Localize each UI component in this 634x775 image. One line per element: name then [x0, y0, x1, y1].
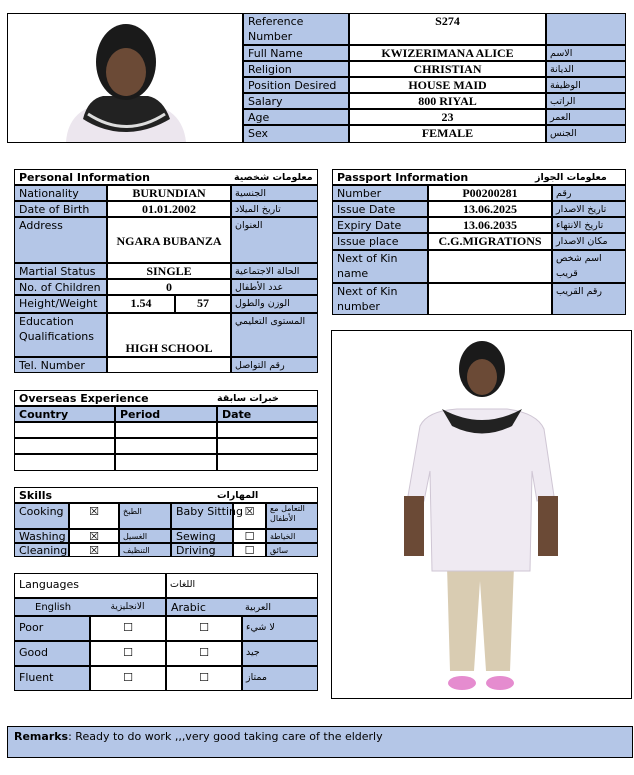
marital-label: Martial Status	[14, 263, 107, 279]
overseas-row-2-date	[217, 438, 318, 454]
skill-cleaning-checkbox[interactable]: ☒	[69, 543, 119, 557]
tel-label: Tel. Number	[14, 357, 107, 373]
overseas-title: Overseas Experience	[14, 390, 214, 406]
overseas-row-1-date	[217, 422, 318, 438]
skill-driving-label: Driving	[171, 543, 233, 557]
sex-value: FEMALE	[349, 125, 546, 143]
weight-value: 57	[175, 295, 231, 313]
religion-ar: الديانة	[546, 61, 626, 77]
address-label: Address	[14, 217, 107, 263]
overseas-row-3-period	[115, 454, 217, 471]
sex-ar: الجنس	[546, 125, 626, 143]
languages-title-ar: اللغات	[166, 573, 318, 598]
address-value: NGARA BUBANZA	[107, 217, 231, 263]
kin-number-label: Next of Kin number	[332, 283, 428, 315]
lang-fluent-label: Fluent	[14, 666, 90, 691]
lang-good-label: Good	[14, 641, 90, 666]
lang-fluent-ar: ممتاز	[242, 666, 318, 691]
expiry-date-value: 13.06.2035	[428, 217, 552, 233]
skill-cooking-ar: الطبخ	[119, 503, 171, 529]
skill-babysitting-checkbox[interactable]: ☒	[233, 503, 266, 529]
overseas-row-1-period	[115, 422, 217, 438]
lang-fluent-arabic-checkbox[interactable]: ☐	[166, 666, 242, 691]
issue-place-label: Issue place	[332, 233, 428, 250]
passport-number-ar: رقم	[552, 185, 626, 201]
dob-ar: تاريخ الميلاد	[231, 201, 318, 217]
issue-place-ar: مكان الاصدار	[552, 233, 626, 250]
lang-good-arabic-checkbox[interactable]: ☐	[166, 641, 242, 666]
height-value: 1.54	[107, 295, 175, 313]
skills-title: Skills	[14, 487, 214, 503]
marital-value: SINGLE	[107, 263, 231, 279]
remarks-box	[7, 726, 633, 758]
overseas-row-3-date	[217, 454, 318, 471]
age-value: 23	[349, 109, 546, 125]
passport-number-label: Number	[332, 185, 428, 201]
dob-label: Date of Birth	[14, 201, 107, 217]
issue-date-label: Issue Date	[332, 201, 428, 217]
name-ar: الاسم	[546, 45, 626, 61]
position-value: HOUSE MAID	[349, 77, 546, 93]
lang-good-english-checkbox[interactable]: ☐	[90, 641, 166, 666]
kin-name-value	[428, 250, 552, 283]
edu-value: HIGH SCHOOL	[107, 313, 231, 357]
edu-ar: المستوى التعليمي	[231, 313, 318, 357]
age-ar: العمر	[546, 109, 626, 125]
lang-arabic-label: Arabic	[166, 598, 242, 616]
expiry-date-ar: تاريخ الانتهاء	[552, 217, 626, 233]
skill-cleaning-label: Cleaning	[14, 543, 69, 557]
tel-value	[107, 357, 231, 373]
nationality-value: BURUNDIAN	[107, 185, 231, 201]
overseas-row-2-period	[115, 438, 217, 454]
ref-ar	[546, 13, 626, 45]
overseas-col-period: Period	[115, 406, 217, 422]
passport-number-value: P00200281	[428, 185, 552, 201]
lang-english-ar: الانجليزية	[90, 598, 166, 616]
skill-driving-checkbox[interactable]: ☐	[233, 543, 266, 557]
expiry-date-label: Expiry Date	[332, 217, 428, 233]
salary-value: 800 RIYAL	[349, 93, 546, 109]
skills-title-ar: المهارات	[214, 487, 318, 503]
overseas-col-date: Date	[217, 406, 318, 422]
languages-title: Languages	[14, 573, 166, 598]
skill-sewing-label: Sewing	[171, 529, 233, 543]
skill-babysitting-ar: التعامل مع الأطفال	[266, 503, 318, 529]
skill-washing-label: Washing	[14, 529, 69, 543]
issue-date-value: 13.06.2025	[428, 201, 552, 217]
lang-good-ar: جيد	[242, 641, 318, 666]
passport-title: Passport Information	[332, 169, 532, 185]
lang-fluent-english-checkbox[interactable]: ☐	[90, 666, 166, 691]
personal-title-ar: معلومات شخصية	[231, 169, 318, 185]
marital-ar: الحالة الاجتماعية	[231, 263, 318, 279]
skill-washing-ar: الغسيل	[119, 529, 171, 543]
kin-number-ar: رقم القريب	[552, 283, 626, 315]
position-label: Position Desired	[243, 77, 349, 93]
nationality-label: Nationality	[14, 185, 107, 201]
overseas-row-1-country	[14, 422, 115, 438]
skill-cooking-checkbox[interactable]: ☒	[69, 503, 119, 529]
lang-poor-label: Poor	[14, 616, 90, 641]
lang-arabic-ar: العربية	[242, 598, 318, 616]
name-value: KWIZERIMANA ALICE	[349, 45, 546, 61]
kin-name-ar: اسم شخص قريب	[552, 250, 626, 283]
overseas-title-ar: خبرات سابقة	[214, 390, 318, 406]
address-ar: العنوان	[231, 217, 318, 263]
skill-cleaning-ar: التنظيف	[119, 543, 171, 557]
portrait-photo	[7, 13, 243, 143]
religion-value: CHRISTIAN	[349, 61, 546, 77]
lang-poor-ar: لا شيء	[242, 616, 318, 641]
skill-driving-ar: سائق	[266, 543, 318, 557]
remarks-label: Remarks	[14, 730, 69, 743]
overseas-row-3-country	[14, 454, 115, 471]
kin-name-label: Next of Kin name	[332, 250, 428, 283]
skill-washing-checkbox[interactable]: ☒	[69, 529, 119, 543]
overseas-col-country: Country	[14, 406, 115, 422]
hw-label: Height/Weight	[14, 295, 107, 313]
edu-label: Education Qualifications	[14, 313, 107, 357]
salary-label: Salary	[243, 93, 349, 109]
skill-sewing-ar: الخياطة	[266, 529, 318, 543]
skill-sewing-checkbox[interactable]: ☐	[233, 529, 266, 543]
issue-place-value: C.G.MIGRATIONS	[428, 233, 552, 250]
skill-cooking-label: Cooking	[14, 503, 69, 529]
issue-date-ar: تاريخ الاصدار	[552, 201, 626, 217]
overseas-row-2-country	[14, 438, 115, 454]
dob-value: 01.01.2002	[107, 201, 231, 217]
age-label: Age	[243, 109, 349, 125]
lang-poor-english-checkbox[interactable]: ☐	[90, 616, 166, 641]
position-ar: الوظيفة	[546, 77, 626, 93]
lang-english-label: English	[14, 598, 90, 616]
children-value: 0	[107, 279, 231, 295]
full-body-photo	[331, 330, 632, 699]
ref-label: Reference Number	[243, 13, 349, 45]
tel-ar: رقم التواصل	[231, 357, 318, 373]
children-ar: عدد الأطفال	[231, 279, 318, 295]
kin-number-value	[428, 283, 552, 315]
name-label: Full Name	[243, 45, 349, 61]
hw-ar: الوزن والطول	[231, 295, 318, 313]
remarks-text: : Ready to do work ,,,very good taking care of the elderly	[68, 730, 383, 743]
skill-babysitting-label: Baby Sitting	[171, 503, 233, 529]
sex-label: Sex	[243, 125, 349, 143]
nationality-ar: الجنسية	[231, 185, 318, 201]
children-label: No. of Children	[14, 279, 107, 295]
salary-ar: الراتب	[546, 93, 626, 109]
personal-title: Personal Information	[14, 169, 231, 185]
religion-label: Religion	[243, 61, 349, 77]
passport-title-ar: معلومات الجواز	[532, 169, 626, 185]
lang-poor-arabic-checkbox[interactable]: ☐	[166, 616, 242, 641]
ref-value: S274	[349, 13, 546, 45]
